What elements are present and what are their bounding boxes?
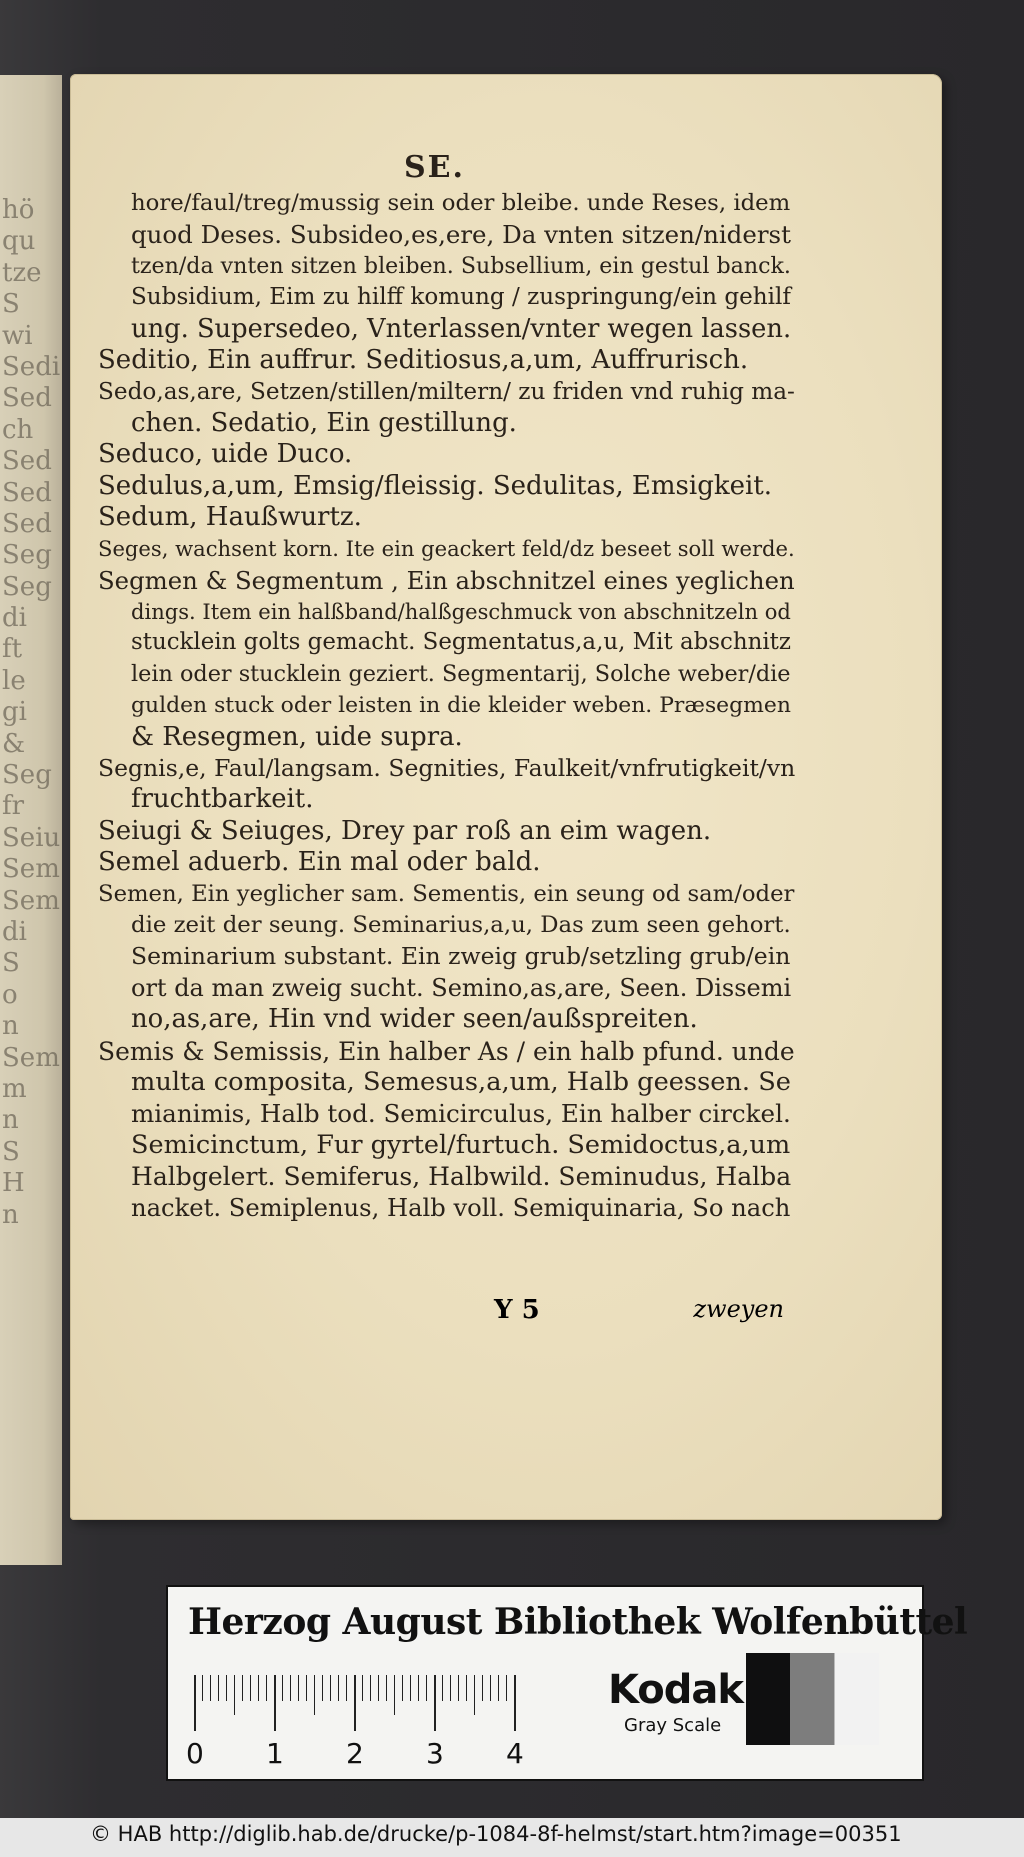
gray-scale-label: Gray Scale <box>624 1715 722 1736</box>
text-line: Sedulus,a,um, Emsig/fleissig. Sedulitas, Emsigkeit. <box>98 470 773 501</box>
previous-page-fragment: qu <box>2 226 36 257</box>
ruler-tick <box>402 1675 403 1701</box>
text-line: Semicinctum, Fur gyrtel/furtuch. Semidoctus,a,um <box>131 1129 791 1160</box>
previous-page-fragment: m <box>2 1073 27 1104</box>
text-line: Semen, Ein yeglicher sam. Sementis, ein seung od sam/oder <box>98 880 795 907</box>
previous-page-fragment: fr <box>2 791 25 822</box>
ruler <box>194 1675 584 1735</box>
ruler-number: 4 <box>506 1737 524 1770</box>
library-name: Herzog August Bibliothek Wolfenbüttel <box>188 1601 968 1643</box>
text-line: lein oder stucklein geziert. Segmentarij, Solche weber/die <box>131 660 791 687</box>
ruler-tick <box>498 1675 499 1701</box>
ruler-tick <box>194 1675 196 1731</box>
ruler-number: 0 <box>186 1737 204 1770</box>
text-line: nacket. Semiplenus, Halb voll. Semiquinaria, So nach <box>131 1193 791 1222</box>
ruler-number: 1 <box>266 1737 284 1770</box>
ruler-number: 2 <box>346 1737 364 1770</box>
text-line: Sedum, Haußwurtz. <box>98 501 362 532</box>
ruler-tick <box>242 1675 243 1701</box>
ruler-tick <box>378 1675 379 1701</box>
previous-page-fragment: di <box>2 916 27 947</box>
ruler-tick <box>426 1675 427 1701</box>
ruler-tick <box>202 1675 203 1701</box>
ruler-tick <box>218 1675 219 1701</box>
text-line: Semis & Semissis, Ein halber As / ein halb pfund. unde <box>98 1036 795 1066</box>
ruler-tick <box>266 1675 267 1701</box>
black-patch <box>746 1653 790 1745</box>
ruler-tick <box>298 1675 299 1701</box>
text-line: Semel aduerb. Ein mal oder bald. <box>98 847 541 878</box>
text-line: Segnis,e, Faul/langsam. Segnities, Faulkeit/vnfrutigkeit/vn <box>98 754 796 783</box>
ruler-tick <box>506 1675 507 1701</box>
previous-page-fragment: wi <box>2 320 33 351</box>
previous-page-fragment: Sed <box>2 508 52 539</box>
text-line: ort da man zweig sucht. Semino,as,are, Seen. Dissemi <box>131 973 792 1002</box>
ruler-number: 3 <box>426 1737 444 1770</box>
gray-patch <box>790 1653 834 1745</box>
ruler-tick <box>442 1675 443 1701</box>
ruler-tick <box>354 1675 356 1731</box>
text-line: fruchtbarkeit. <box>131 784 314 815</box>
text-line: & Resegmen, uide supra. <box>131 721 463 752</box>
ruler-tick <box>394 1675 395 1715</box>
ruler-tick <box>314 1675 315 1715</box>
ruler-tick <box>474 1675 475 1715</box>
text-line: Sedo,as,are, Setzen/stillen/miltern/ zu friden vnd ruhig ma- <box>98 378 795 406</box>
previous-page-fragment: Sed <box>2 477 52 508</box>
text-line: ung. Supersedeo, Vnterlassen/vnter wegen lassen. <box>131 313 792 344</box>
text-line: stucklein golts gemacht. Segmentatus,a,u, Mit abschnitz <box>131 629 791 656</box>
previous-page-fragment: di <box>2 603 27 634</box>
ruler-tick <box>418 1675 419 1701</box>
previous-page-fragment: gi <box>2 697 27 728</box>
ruler-tick <box>274 1675 276 1731</box>
previous-page-fragment: Seg <box>2 571 52 602</box>
text-line: mianimis, Halb tod. Semicirculus, Ein halber circkel. <box>131 1099 791 1129</box>
previous-page-fragment: Sem <box>2 854 60 885</box>
previous-page-fragment: Sem <box>2 885 60 916</box>
text-line: dings. Item ein halßband/halßgeschmuck von abschnitzeln od <box>131 599 791 625</box>
previous-page-fragment: S <box>2 1136 20 1167</box>
previous-page-fragment: le <box>2 665 26 696</box>
source-url[interactable]: © HAB http://diglib.hab.de/drucke/p-1084-8f-helmst/start.htm?image=00351 <box>90 1822 902 1846</box>
white-patch <box>834 1653 879 1745</box>
previous-page-edge <box>0 75 62 1565</box>
url-bar <box>0 1818 1024 1857</box>
text-line: Seges, wachsent korn. Ite ein geackert feld/dz beseet soll werde. <box>98 536 795 562</box>
ruler-tick <box>258 1675 259 1701</box>
color-scale-card <box>166 1585 968 1781</box>
ruler-tick <box>338 1675 339 1701</box>
catchword: zweyen <box>693 1295 784 1323</box>
previous-page-fragment: H <box>2 1168 25 1199</box>
previous-page-fragment: Sem <box>2 1042 60 1073</box>
ruler-tick <box>490 1675 491 1701</box>
ruler-tick <box>370 1675 371 1701</box>
ruler-tick <box>290 1675 291 1701</box>
ruler-tick <box>282 1675 283 1701</box>
text-line: gulden stuck oder leisten in die kleider weben. Præsegmen <box>131 693 791 719</box>
text-line: die zeit der seung. Seminarius,a,u, Das zum seen gehort. <box>131 911 791 938</box>
previous-page-fragment: Sedi <box>2 351 60 382</box>
page-text <box>94 188 794 1224</box>
previous-page-fragment: & <box>2 728 26 759</box>
previous-page-fragment: o <box>2 979 18 1010</box>
text-line: Subsidium, Eim zu hilff komung / zuspringung/ein gehilf <box>131 284 791 311</box>
previous-page-fragment: hö <box>2 195 35 225</box>
previous-page-fragment: n <box>2 1199 19 1230</box>
text-line: tzen/da vnten sitzen bleiben. Subsellium, ein gestul banck. <box>131 252 791 279</box>
ruler-tick <box>330 1675 331 1701</box>
previous-page-fragment: S <box>2 289 20 320</box>
ruler-tick <box>346 1675 347 1701</box>
previous-page-fragment: ch <box>2 414 34 445</box>
text-line: no,as,are, Hin vnd wider seen/außspreiten. <box>131 1004 698 1035</box>
ruler-tick <box>362 1675 363 1701</box>
ruler-tick <box>450 1675 451 1701</box>
previous-page-fragment: Seiu <box>2 822 60 853</box>
ruler-tick <box>434 1675 436 1731</box>
ruler-tick <box>482 1675 483 1701</box>
previous-page-fragment: tze <box>2 257 42 288</box>
text-line: Seminarium substant. Ein zweig grub/setzling grub/ein <box>131 942 791 971</box>
page-footer <box>494 1295 784 1335</box>
text-line: chen. Sedatio, Ein gestillung. <box>131 407 517 438</box>
text-line: Seditio, Ein auffrur. Seditiosus,a,um, Auffrurisch. <box>98 344 749 375</box>
ruler-tick <box>458 1675 459 1701</box>
text-line: Seiugi & Seiuges, Drey par roß an eim wagen. <box>98 815 712 846</box>
previous-page-fragment: n <box>2 1011 19 1042</box>
ruler-tick <box>322 1675 323 1701</box>
ruler-tick <box>234 1675 235 1715</box>
ruler-tick <box>306 1675 307 1701</box>
ruler-tick <box>466 1675 467 1701</box>
text-line: multa composita, Semesus,a,um, Halb geessen. Se <box>131 1066 791 1097</box>
previous-page-fragment: n <box>2 1105 19 1136</box>
previous-page-fragment: Seg <box>2 540 52 571</box>
ruler-tick <box>250 1675 251 1701</box>
signature-mark: Y 5 <box>494 1295 540 1325</box>
ruler-tick <box>410 1675 411 1701</box>
text-line: quod Deses. Subsideo,es,ere, Da vnten sitzen/niderst <box>131 220 791 250</box>
ruler-tick <box>386 1675 387 1701</box>
previous-page-fragment: ft <box>2 634 23 665</box>
kodak-logo: Kodak <box>608 1667 743 1713</box>
ruler-tick <box>514 1675 516 1731</box>
ruler-tick <box>210 1675 211 1701</box>
text-line: Halbgelert. Semiferus, Halbwild. Seminudus, Halba <box>131 1162 792 1192</box>
previous-page-fragment: Sed <box>2 383 52 414</box>
ruler-tick <box>226 1675 227 1701</box>
text-line: hore/faul/treg/mussig sein oder bleibe. unde Reses, idem <box>131 190 791 216</box>
previous-page-text <box>2 195 60 1231</box>
text-line: Segmen & Segmentum , Ein abschnitzel eines yeglichen <box>98 565 795 595</box>
page-header: SE. <box>404 150 465 185</box>
text-line: Seduco, uide Duco. <box>98 439 353 470</box>
previous-page-fragment: Sed <box>2 446 52 477</box>
previous-page-fragment: Seg <box>2 760 52 791</box>
previous-page-fragment: S <box>2 948 20 979</box>
